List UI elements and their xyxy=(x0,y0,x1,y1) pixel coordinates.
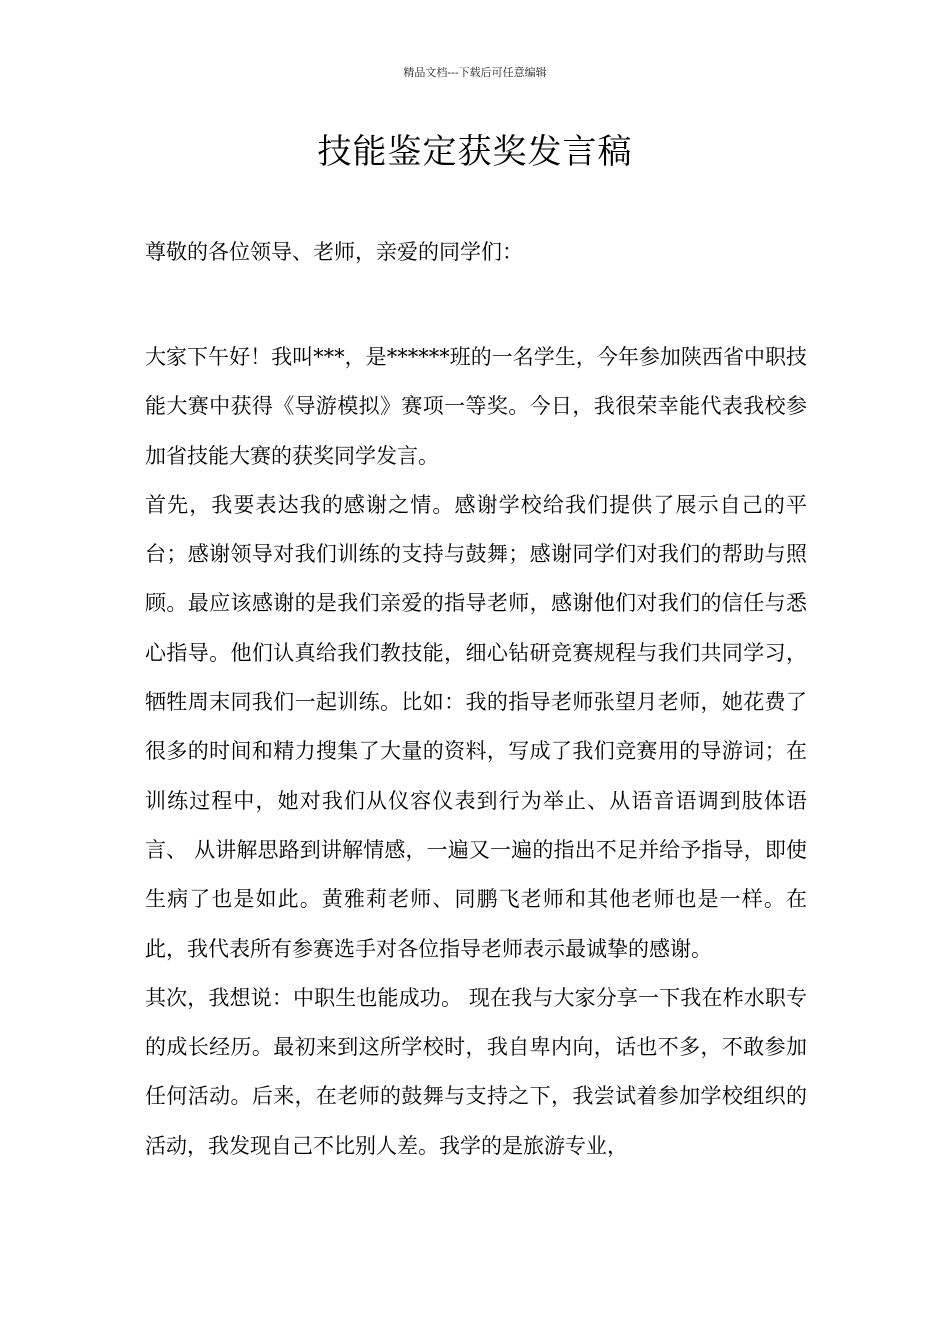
paragraph-growth: 其次，我想说：中职生也能成功。 现在我与大家分享一下我在柞水职专的成长经历。最初来到这所学校时，我自卑内向，话也不多，不敢参加任何活动。后来，在老师的鼓舞与支持之下，我尝试着参加学校组织的活动，我发现自己不比别人差。我学的是旅游专业， xyxy=(145,985,807,1158)
document-body xyxy=(145,333,807,1171)
document-title: 技能鉴定获奖发言稿 xyxy=(317,132,633,172)
paragraph-thanks: 首先，我要表达我的感谢之情。感谢学校给我们提供了展示自己的平台；感谢领导对我们训练的支持与鼓舞；感谢同学们对我们的帮助与照顾。最应该感谢的是我们亲爱的指导老师，感谢他们对我们的信任与悉心指导。他们认真给我们教技能，细心钻研竞赛规程与我们共同学习，牺牲周末同我们一起训练。比如：我的指导老师张望月老师，她花费了很多的时间和精力搜集了大量的资料，写成了我们竞赛用的导游词；在训练过程中，她对我们从仪容仪表到行为举止、从语音语调到肢体语言、 从讲解思路到讲解情感，一遍又一遍的指出不足并给予指导，即使生病了也是如此。黄雅莉老师、同鹏飞老师和其他老师也是一样。在此，我代表所有参赛选手对各位指导老师表示最诚挚的感谢。 xyxy=(145,492,807,961)
paragraph-greeting: 大家下午好！我叫***，是******班的一名学生，今年参加陕西省中职技能大赛中获得《导游模拟》赛项一等奖。今日，我很荣幸能代表我校参加省技能大赛的获奖同学发言。 xyxy=(145,345,807,468)
header-note: 精品文档---下载后可任意编辑 xyxy=(403,66,547,79)
salutation: 尊敬的各位领导、老师，亲爱的同学们： xyxy=(145,240,523,264)
